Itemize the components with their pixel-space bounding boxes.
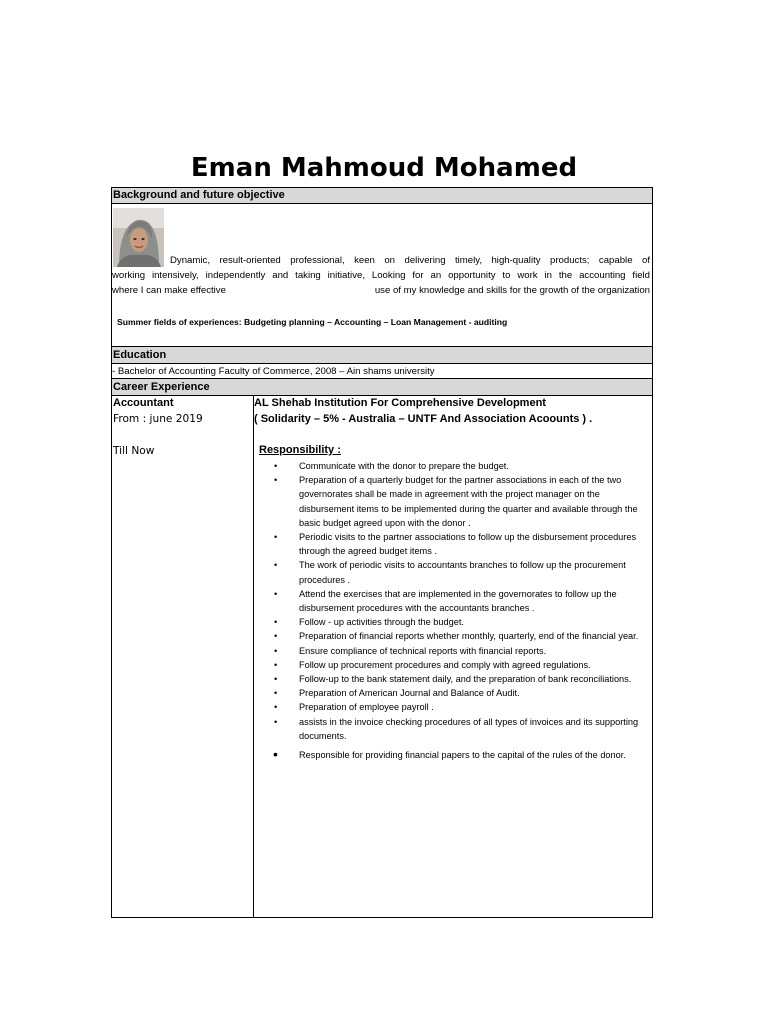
resume-name: Eman Mahmoud Mohamed <box>190 153 578 183</box>
responsibility-item <box>257 530 647 558</box>
responsibility-item <box>257 587 647 615</box>
section-education-header: Education <box>112 346 652 364</box>
responsibility-item <box>257 459 647 473</box>
company-projects: ( Solidarity – 5% - Australia – UNTF And Association Acoounts ) . <box>254 413 593 425</box>
responsibility-item <box>257 686 647 700</box>
responsibility-item <box>257 715 647 743</box>
bullet-icon: • <box>273 746 278 763</box>
bullet-icon: • <box>274 702 278 713</box>
section-career-header: Career Experience <box>112 378 652 396</box>
responsibility-text: Preparation of American Journal and Balance of Audit. <box>299 688 520 699</box>
job-title: Accountant <box>113 397 174 409</box>
responsibility-text: Follow-up to the bank statement daily, and the preparation of bank reconciliations. <box>299 674 632 685</box>
objective-line-3-start: where I can make effective <box>112 285 226 296</box>
objective-line-1: Dynamic, result-oriented professional, keen on delivering timely, high-quality products; capable of <box>170 255 650 266</box>
responsibility-text: Preparation of a quarterly budget for the partner associations in each of the two governorates shall be made in agreement with the project manager on the disbursement items to be implemented during the quarter and available through the basic budget agreed upon with the donor . <box>299 475 638 528</box>
bullet-icon: • <box>274 659 278 670</box>
responsibility-item <box>257 672 647 686</box>
objective-line-2: working intensively, independently and taking initiative, Looking for an opportunity to work in the accounting field <box>112 270 650 281</box>
bullet-icon: • <box>274 475 278 486</box>
objective-line-3-end: use of my knowledge and skills for the growth of the organization <box>374 285 650 296</box>
bullet-icon: • <box>274 617 278 628</box>
bullet-icon: • <box>274 532 278 543</box>
responsibility-text: Follow up procurement procedures and comply with agreed regulations. <box>299 659 591 670</box>
responsibility-text: Follow - up activities through the budget. <box>299 617 464 628</box>
bullet-icon: • <box>274 645 278 656</box>
summer-experience: Summer fields of experiences: Budgeting planning – Accounting – Loan Management - auditing <box>117 317 508 327</box>
education-item: - Bachelor of Accounting Faculty of Commerce, 2008 – Ain shams university <box>112 366 435 377</box>
responsibility-text: Ensure compliance of technical reports with financial reports. <box>299 645 547 656</box>
bullet-icon: • <box>274 688 278 699</box>
responsibility-item <box>257 658 647 672</box>
responsibility-text: Periodic visits to the partner associations to follow up the disbursement procedures through the agreed budget items . <box>299 532 637 557</box>
responsibility-text: Preparation of financial reports whether monthly, quarterly, end of the financial year. <box>299 631 639 642</box>
company-name: AL Shehab Institution For Comprehensive Development <box>254 397 546 409</box>
responsibility-item <box>257 644 647 658</box>
responsibility-item <box>257 558 647 586</box>
responsibility-item <box>257 473 647 530</box>
bullet-icon: • <box>274 461 278 471</box>
responsibility-item <box>257 747 647 763</box>
responsibility-heading: Responsibility : <box>259 444 341 456</box>
bullet-icon: • <box>274 560 278 571</box>
responsibility-text: Attend the exercises that are implemented in the governorates to follow up the disbursement procedures with the accountants branches . <box>299 588 617 614</box>
job-from-date: From : june 2019 <box>113 413 203 425</box>
bullet-icon: • <box>274 674 278 685</box>
responsibility-item <box>257 629 647 643</box>
bullet-icon: • <box>274 588 278 599</box>
responsibility-text: Communicate with the donor to prepare the budget. <box>299 461 509 471</box>
responsibility-item <box>257 700 647 714</box>
bullet-icon: • <box>274 631 278 642</box>
section-background-header: Background and future objective <box>112 187 652 204</box>
responsibility-text: The work of periodic visits to accountants branches to follow up the procurement procedures . <box>299 560 626 585</box>
responsibility-text: assists in the invoice checking procedures of all types of invoices and its supporting documents. <box>299 716 639 741</box>
column-divider <box>253 395 254 917</box>
job-till-date: Till Now <box>113 445 155 457</box>
resume-table <box>111 187 653 918</box>
responsibility-text: Preparation of employee payroll . <box>299 702 434 713</box>
responsibility-text: Responsible for providing financial papers to the capital of the rules of the donor. <box>299 750 626 761</box>
responsibility-list <box>257 459 647 763</box>
responsibility-item <box>257 615 647 629</box>
bullet-icon: • <box>274 716 278 727</box>
